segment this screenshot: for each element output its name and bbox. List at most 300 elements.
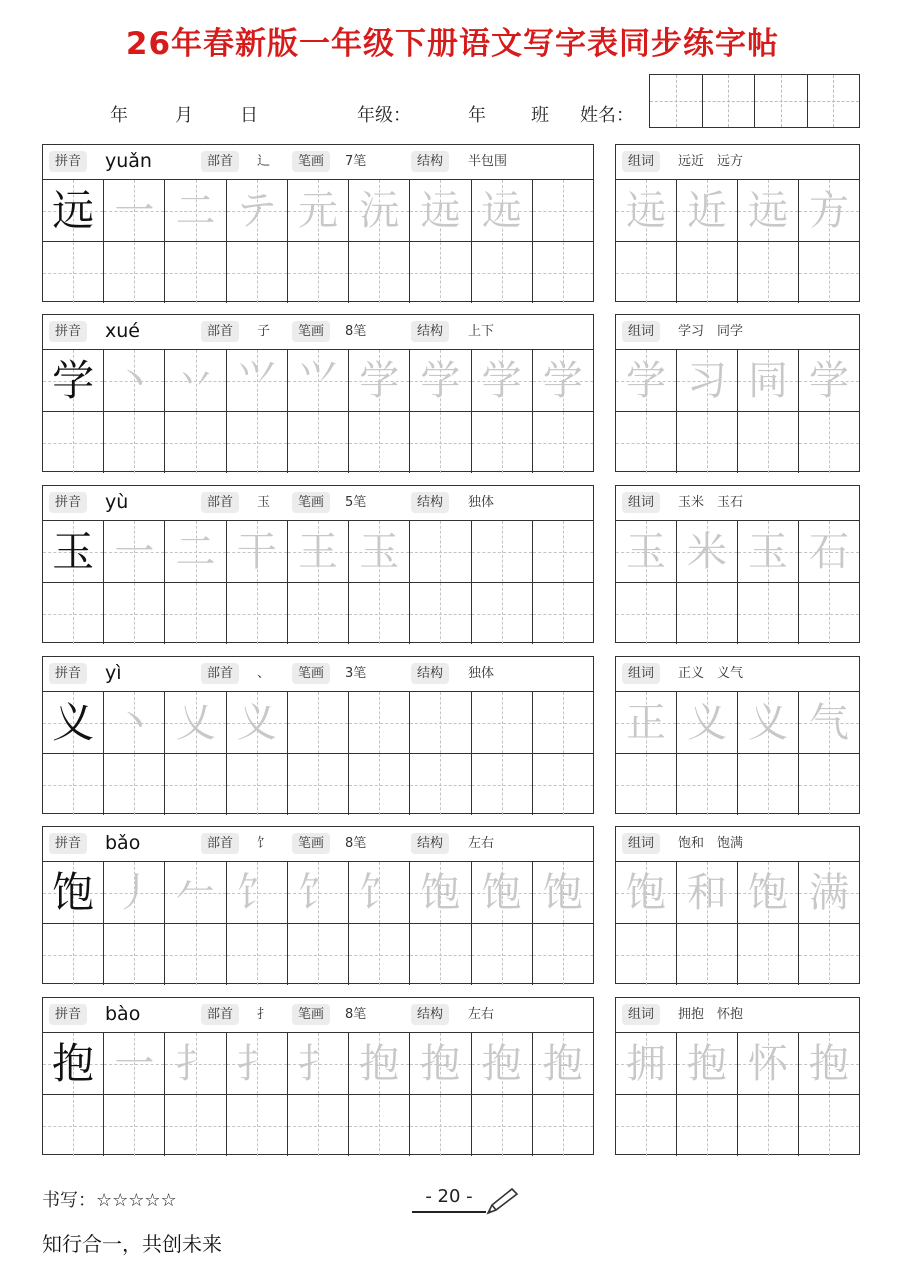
grid-cell[interactable] [43, 242, 104, 303]
grid-cell[interactable] [288, 1095, 349, 1156]
stroke-step: 一 [114, 187, 155, 234]
grid-cell[interactable] [43, 412, 104, 473]
words-value: 正义 义气 [678, 666, 744, 681]
pinyin-tag: 拼音 [49, 1004, 87, 1025]
grid-cell[interactable] [288, 924, 349, 985]
grid-cell[interactable] [104, 1033, 165, 1094]
grid-cell[interactable] [616, 754, 677, 815]
strokes-tag: 笔画 [292, 1004, 330, 1025]
pinyin-value: bào [105, 1003, 141, 1025]
words-value: 拥抱 怀抱 [678, 1007, 744, 1022]
structure-value: 半包围 [468, 154, 508, 169]
grid-cell[interactable] [288, 1033, 349, 1094]
word-practice-row [616, 753, 859, 815]
stroke-step: 远 [481, 187, 522, 234]
grid-cell[interactable] [738, 350, 799, 411]
structure-tag: 结构 [411, 833, 449, 854]
grid-cell[interactable] [288, 242, 349, 303]
grid-cell[interactable] [227, 242, 288, 303]
grid-cell[interactable] [799, 692, 859, 753]
grid-cell[interactable] [472, 180, 533, 241]
pinyin-value: yuǎn [105, 150, 152, 172]
grid-cell[interactable] [533, 350, 593, 411]
grid-cell[interactable] [799, 862, 859, 923]
char-info-header [43, 998, 593, 1033]
char-info-header [43, 827, 593, 862]
grid-cell[interactable] [677, 180, 738, 241]
grid-cell[interactable] [533, 924, 593, 985]
word-trace-row [616, 521, 859, 582]
character-block [42, 485, 860, 643]
grid-cell[interactable] [43, 754, 104, 815]
grid-cell[interactable] [799, 754, 859, 815]
word-practice-row [616, 241, 859, 303]
strokes-value: 8笔 [345, 836, 367, 851]
grid-cell[interactable] [288, 754, 349, 815]
grid-cell[interactable] [410, 350, 471, 411]
word-practice-row [616, 1094, 859, 1156]
page-title: 26年春新版一年级下册语文写字表同步练字帖 [125, 26, 780, 62]
pen-icon [484, 1186, 520, 1216]
pinyin-tag: 拼音 [49, 663, 87, 684]
stroke-step: 饣 [236, 869, 277, 916]
grid-cell[interactable] [43, 924, 104, 985]
grid-cell[interactable] [472, 862, 533, 923]
word-box [615, 826, 860, 984]
grid-cell[interactable] [677, 583, 738, 644]
grid-cell[interactable] [472, 350, 533, 411]
grid-cell[interactable] [165, 180, 226, 241]
grid-cell[interactable] [533, 1033, 593, 1094]
word-grid [616, 862, 859, 984]
grid-cell[interactable] [533, 583, 593, 644]
grid-cell[interactable] [349, 350, 410, 411]
grid-cell[interactable] [349, 1033, 410, 1094]
word-box [615, 485, 860, 643]
practice-row [43, 753, 593, 815]
stroke-step: 学 [481, 357, 522, 404]
grid-cell[interactable] [616, 1033, 677, 1094]
stroke-step: 抱 [481, 1040, 522, 1087]
char-info-header [43, 315, 593, 350]
grid-cell[interactable] [677, 754, 738, 815]
radical-tag: 部首 [201, 321, 239, 342]
name-cell[interactable] [808, 75, 860, 127]
grid-cell[interactable] [349, 242, 410, 303]
word-character: 气 [809, 699, 849, 746]
practice-row [43, 411, 593, 473]
grid-cell[interactable] [799, 412, 859, 473]
name-writing-grid[interactable] [649, 74, 860, 128]
word-practice-row [616, 923, 859, 985]
words-value: 玉米 玉石 [678, 495, 744, 510]
grid-cell[interactable] [799, 242, 859, 303]
char-info-header [43, 657, 593, 692]
stroke-step: 饱 [481, 869, 522, 916]
word-grid [616, 1033, 859, 1155]
grid-cell[interactable] [738, 1033, 799, 1094]
word-character: 饱 [748, 869, 788, 916]
word-grid [616, 350, 859, 472]
stroke-step: 二 [175, 187, 216, 234]
grid-cell[interactable] [533, 754, 593, 815]
grid-cell[interactable] [616, 862, 677, 923]
grid-cell[interactable] [349, 924, 410, 985]
word-practice-row [616, 411, 859, 473]
grid-cell[interactable] [799, 1033, 859, 1094]
stroke-step: 义 [236, 699, 277, 746]
radical-value: 扌 [257, 1007, 271, 1022]
practice-grid [43, 350, 593, 472]
stroke-step: 远 [420, 187, 461, 234]
stroke-step: ⺍ [297, 357, 338, 404]
grid-cell[interactable] [799, 1095, 859, 1156]
grid-cell[interactable] [677, 412, 738, 473]
word-grid [616, 180, 859, 302]
grid-cell[interactable] [43, 521, 104, 582]
word-character: 远 [626, 187, 666, 234]
grid-cell[interactable] [227, 1095, 288, 1156]
grid-cell[interactable] [227, 754, 288, 815]
grid-cell[interactable] [533, 242, 593, 303]
word-character: 义 [748, 699, 788, 746]
strokes-tag: 笔画 [292, 321, 330, 342]
stroke-step: 抱 [359, 1040, 400, 1087]
grid-cell[interactable] [616, 242, 677, 303]
target-character: 玉 [52, 526, 95, 576]
grid-cell[interactable] [227, 180, 288, 241]
grid-cell[interactable] [227, 1033, 288, 1094]
word-box [615, 144, 860, 302]
grid-cell[interactable] [410, 862, 471, 923]
grid-cell[interactable] [165, 521, 226, 582]
grid-cell[interactable] [288, 180, 349, 241]
stroke-step: 学 [542, 357, 583, 404]
practice-box [42, 656, 594, 814]
grid-cell[interactable] [472, 1095, 533, 1156]
grid-cell[interactable] [472, 692, 533, 753]
stroke-step: 二 [175, 528, 216, 575]
grid-cell[interactable] [227, 862, 288, 923]
grid-cell[interactable] [410, 521, 471, 582]
stroke-step: 玉 [359, 528, 400, 575]
strokes-value: 5笔 [345, 495, 367, 510]
grid-cell[interactable] [288, 862, 349, 923]
grid-cell[interactable] [104, 924, 165, 985]
words-tag: 组词 [622, 321, 660, 342]
date-year-label: 年 [110, 105, 128, 126]
stroke-step: 饣 [359, 869, 400, 916]
grid-cell[interactable] [616, 412, 677, 473]
strokes-value: 3笔 [345, 666, 367, 681]
grid-cell[interactable] [410, 924, 471, 985]
grid-cell[interactable] [104, 412, 165, 473]
grid-cell[interactable] [43, 862, 104, 923]
practice-grid [43, 1033, 593, 1155]
grid-cell[interactable] [616, 692, 677, 753]
grid-cell[interactable] [104, 583, 165, 644]
grid-cell[interactable] [43, 1095, 104, 1156]
strokes-tag: 笔画 [292, 833, 330, 854]
structure-tag: 结构 [411, 1004, 449, 1025]
target-character: 远 [52, 185, 95, 235]
grid-cell[interactable] [799, 521, 859, 582]
grid-cell[interactable] [472, 754, 533, 815]
grid-cell[interactable] [227, 350, 288, 411]
word-header [616, 315, 859, 350]
stroke-step: 一 [114, 528, 155, 575]
grid-cell[interactable] [616, 924, 677, 985]
date-month-label: 月 [175, 105, 193, 126]
word-character: 近 [687, 187, 727, 234]
name-cell[interactable] [703, 75, 756, 127]
grid-cell[interactable] [410, 692, 471, 753]
grid-cell[interactable] [104, 1095, 165, 1156]
grid-cell[interactable] [104, 521, 165, 582]
grid-cell[interactable] [738, 242, 799, 303]
grid-cell[interactable] [43, 180, 104, 241]
grid-cell[interactable] [165, 1095, 226, 1156]
target-character: 饱 [52, 867, 95, 917]
grid-cell[interactable] [410, 180, 471, 241]
grid-cell[interactable] [472, 412, 533, 473]
grid-cell[interactable] [104, 692, 165, 753]
grid-cell[interactable] [533, 521, 593, 582]
grid-cell[interactable] [799, 350, 859, 411]
stroke-step: 沅 [359, 187, 400, 234]
practice-box [42, 485, 594, 643]
strokes-tag: 笔画 [292, 492, 330, 513]
grid-cell[interactable] [533, 412, 593, 473]
grid-cell[interactable] [410, 1033, 471, 1094]
grid-cell[interactable] [288, 521, 349, 582]
word-box [615, 656, 860, 814]
stroke-step: テ [236, 187, 277, 234]
grid-cell[interactable] [288, 412, 349, 473]
word-trace-row [616, 862, 859, 923]
practice-box [42, 314, 594, 472]
grid-cell[interactable] [165, 350, 226, 411]
stroke-step: 学 [359, 357, 400, 404]
grid-cell[interactable] [472, 242, 533, 303]
grid-cell[interactable] [677, 924, 738, 985]
grid-cell[interactable] [738, 924, 799, 985]
pinyin-value: bǎo [105, 832, 141, 854]
stroke-step: 丿 [114, 869, 155, 916]
name-cell[interactable] [650, 75, 703, 127]
grid-cell[interactable] [677, 1033, 738, 1094]
grid-cell[interactable] [43, 692, 104, 753]
grid-cell[interactable] [410, 754, 471, 815]
pinyin-tag: 拼音 [49, 151, 87, 172]
word-trace-row [616, 692, 859, 753]
grid-cell[interactable] [677, 862, 738, 923]
grid-cell[interactable] [738, 754, 799, 815]
grid-cell[interactable] [104, 180, 165, 241]
stroke-step: 乂 [175, 699, 216, 746]
grid-cell[interactable] [227, 692, 288, 753]
grid-cell[interactable] [799, 180, 859, 241]
grid-cell[interactable] [472, 924, 533, 985]
grid-cell[interactable] [349, 583, 410, 644]
grid-cell[interactable] [677, 692, 738, 753]
grid-cell[interactable] [165, 583, 226, 644]
grid-cell[interactable] [738, 412, 799, 473]
practice-grid [43, 862, 593, 984]
grid-cell[interactable] [616, 350, 677, 411]
pinyin-value: yì [105, 662, 122, 684]
motto: 知行合一，共创未来 [42, 1232, 222, 1256]
target-character: 学 [52, 355, 95, 405]
grid-cell[interactable] [616, 521, 677, 582]
writing-rating: 书写：☆☆☆☆☆ [42, 1190, 177, 1211]
grid-cell[interactable] [104, 754, 165, 815]
grid-cell[interactable] [165, 412, 226, 473]
radical-value: 饣 [257, 836, 271, 851]
stroke-step: 饣 [297, 869, 338, 916]
grid-cell[interactable] [677, 521, 738, 582]
grid-cell[interactable] [616, 180, 677, 241]
grid-cell[interactable] [349, 692, 410, 753]
grid-cell[interactable] [349, 180, 410, 241]
character-block [42, 826, 860, 984]
grid-cell[interactable] [104, 862, 165, 923]
radical-value: 子 [257, 324, 271, 339]
grid-cell[interactable] [533, 1095, 593, 1156]
word-trace-row [616, 1033, 859, 1094]
grid-cell[interactable] [738, 180, 799, 241]
grid-cell[interactable] [799, 924, 859, 985]
structure-value: 独体 [468, 495, 495, 510]
stroke-step: 丶 [114, 699, 155, 746]
grid-cell[interactable] [227, 583, 288, 644]
grid-cell[interactable] [43, 583, 104, 644]
practice-grid [43, 180, 593, 302]
word-character: 满 [809, 869, 849, 916]
grade-label: 年级： [357, 105, 411, 126]
grid-cell[interactable] [104, 350, 165, 411]
structure-tag: 结构 [411, 151, 449, 172]
grid-cell[interactable] [410, 583, 471, 644]
practice-box [42, 826, 594, 984]
grid-cell[interactable] [472, 521, 533, 582]
word-character: 和 [687, 869, 727, 916]
grid-cell[interactable] [165, 1033, 226, 1094]
word-character: 饱 [626, 869, 666, 916]
grid-cell[interactable] [616, 583, 677, 644]
word-trace-row [616, 180, 859, 241]
grid-cell[interactable] [165, 862, 226, 923]
grid-cell[interactable] [43, 350, 104, 411]
word-character: 抱 [809, 1040, 849, 1087]
word-character: 远 [748, 187, 788, 234]
grid-cell[interactable] [43, 1033, 104, 1094]
practice-grid [43, 521, 593, 643]
grid-cell[interactable] [738, 583, 799, 644]
grid-cell[interactable] [738, 692, 799, 753]
grid-cell[interactable] [738, 862, 799, 923]
word-character: 学 [626, 357, 666, 404]
grid-cell[interactable] [410, 412, 471, 473]
word-character: 抱 [687, 1040, 727, 1087]
page-number: - 20 - [412, 1186, 486, 1213]
word-header [616, 657, 859, 692]
grid-cell[interactable] [349, 412, 410, 473]
grid-cell[interactable] [677, 242, 738, 303]
radical-tag: 部首 [201, 151, 239, 172]
words-value: 学习 同学 [678, 324, 744, 339]
structure-value: 独体 [468, 666, 495, 681]
word-grid [616, 521, 859, 643]
grid-cell[interactable] [738, 1095, 799, 1156]
word-box [615, 314, 860, 472]
grid-cell[interactable] [227, 521, 288, 582]
grid-cell[interactable] [616, 1095, 677, 1156]
grid-cell[interactable] [165, 754, 226, 815]
practice-row [43, 241, 593, 303]
grid-cell[interactable] [472, 1033, 533, 1094]
stroke-row [43, 521, 593, 582]
word-character: 学 [809, 357, 849, 404]
grid-cell[interactable] [677, 350, 738, 411]
grid-cell[interactable] [227, 412, 288, 473]
grid-cell[interactable] [288, 350, 349, 411]
date-day-label: 日 [240, 105, 258, 126]
words-tag: 组词 [622, 492, 660, 513]
grid-cell[interactable] [104, 242, 165, 303]
name-cell[interactable] [755, 75, 808, 127]
grid-cell[interactable] [533, 180, 593, 241]
word-header [616, 827, 859, 862]
grid-cell[interactable] [410, 1095, 471, 1156]
grid-cell[interactable] [472, 583, 533, 644]
word-character: 怀 [748, 1040, 788, 1087]
radical-value: 辶 [257, 154, 271, 169]
structure-tag: 结构 [411, 492, 449, 513]
grid-cell[interactable] [799, 583, 859, 644]
grid-cell[interactable] [165, 692, 226, 753]
grid-cell[interactable] [533, 862, 593, 923]
grid-cell[interactable] [349, 1095, 410, 1156]
structure-value: 左右 [468, 1007, 495, 1022]
grid-cell[interactable] [288, 692, 349, 753]
grid-cell[interactable] [349, 521, 410, 582]
grid-cell[interactable] [165, 924, 226, 985]
stroke-step: 一 [114, 1040, 155, 1087]
stroke-row [43, 862, 593, 923]
practice-row [43, 582, 593, 644]
grid-cell[interactable] [410, 242, 471, 303]
grid-cell[interactable] [288, 583, 349, 644]
grid-cell[interactable] [349, 862, 410, 923]
grid-cell[interactable] [227, 924, 288, 985]
radical-value: 玉 [257, 495, 271, 510]
stroke-step: 扌 [236, 1040, 277, 1087]
grid-cell[interactable] [738, 521, 799, 582]
pinyin-tag: 拼音 [49, 492, 87, 513]
structure-tag: 结构 [411, 321, 449, 342]
grid-cell[interactable] [677, 1095, 738, 1156]
practice-row [43, 923, 593, 985]
pinyin-tag: 拼音 [49, 321, 87, 342]
pinyin-value: yù [105, 491, 129, 513]
stroke-step: 干 [236, 528, 277, 575]
stroke-step: 扌 [297, 1040, 338, 1087]
words-tag: 组词 [622, 151, 660, 172]
grid-cell[interactable] [533, 692, 593, 753]
grid-cell[interactable] [165, 242, 226, 303]
grid-cell[interactable] [349, 754, 410, 815]
